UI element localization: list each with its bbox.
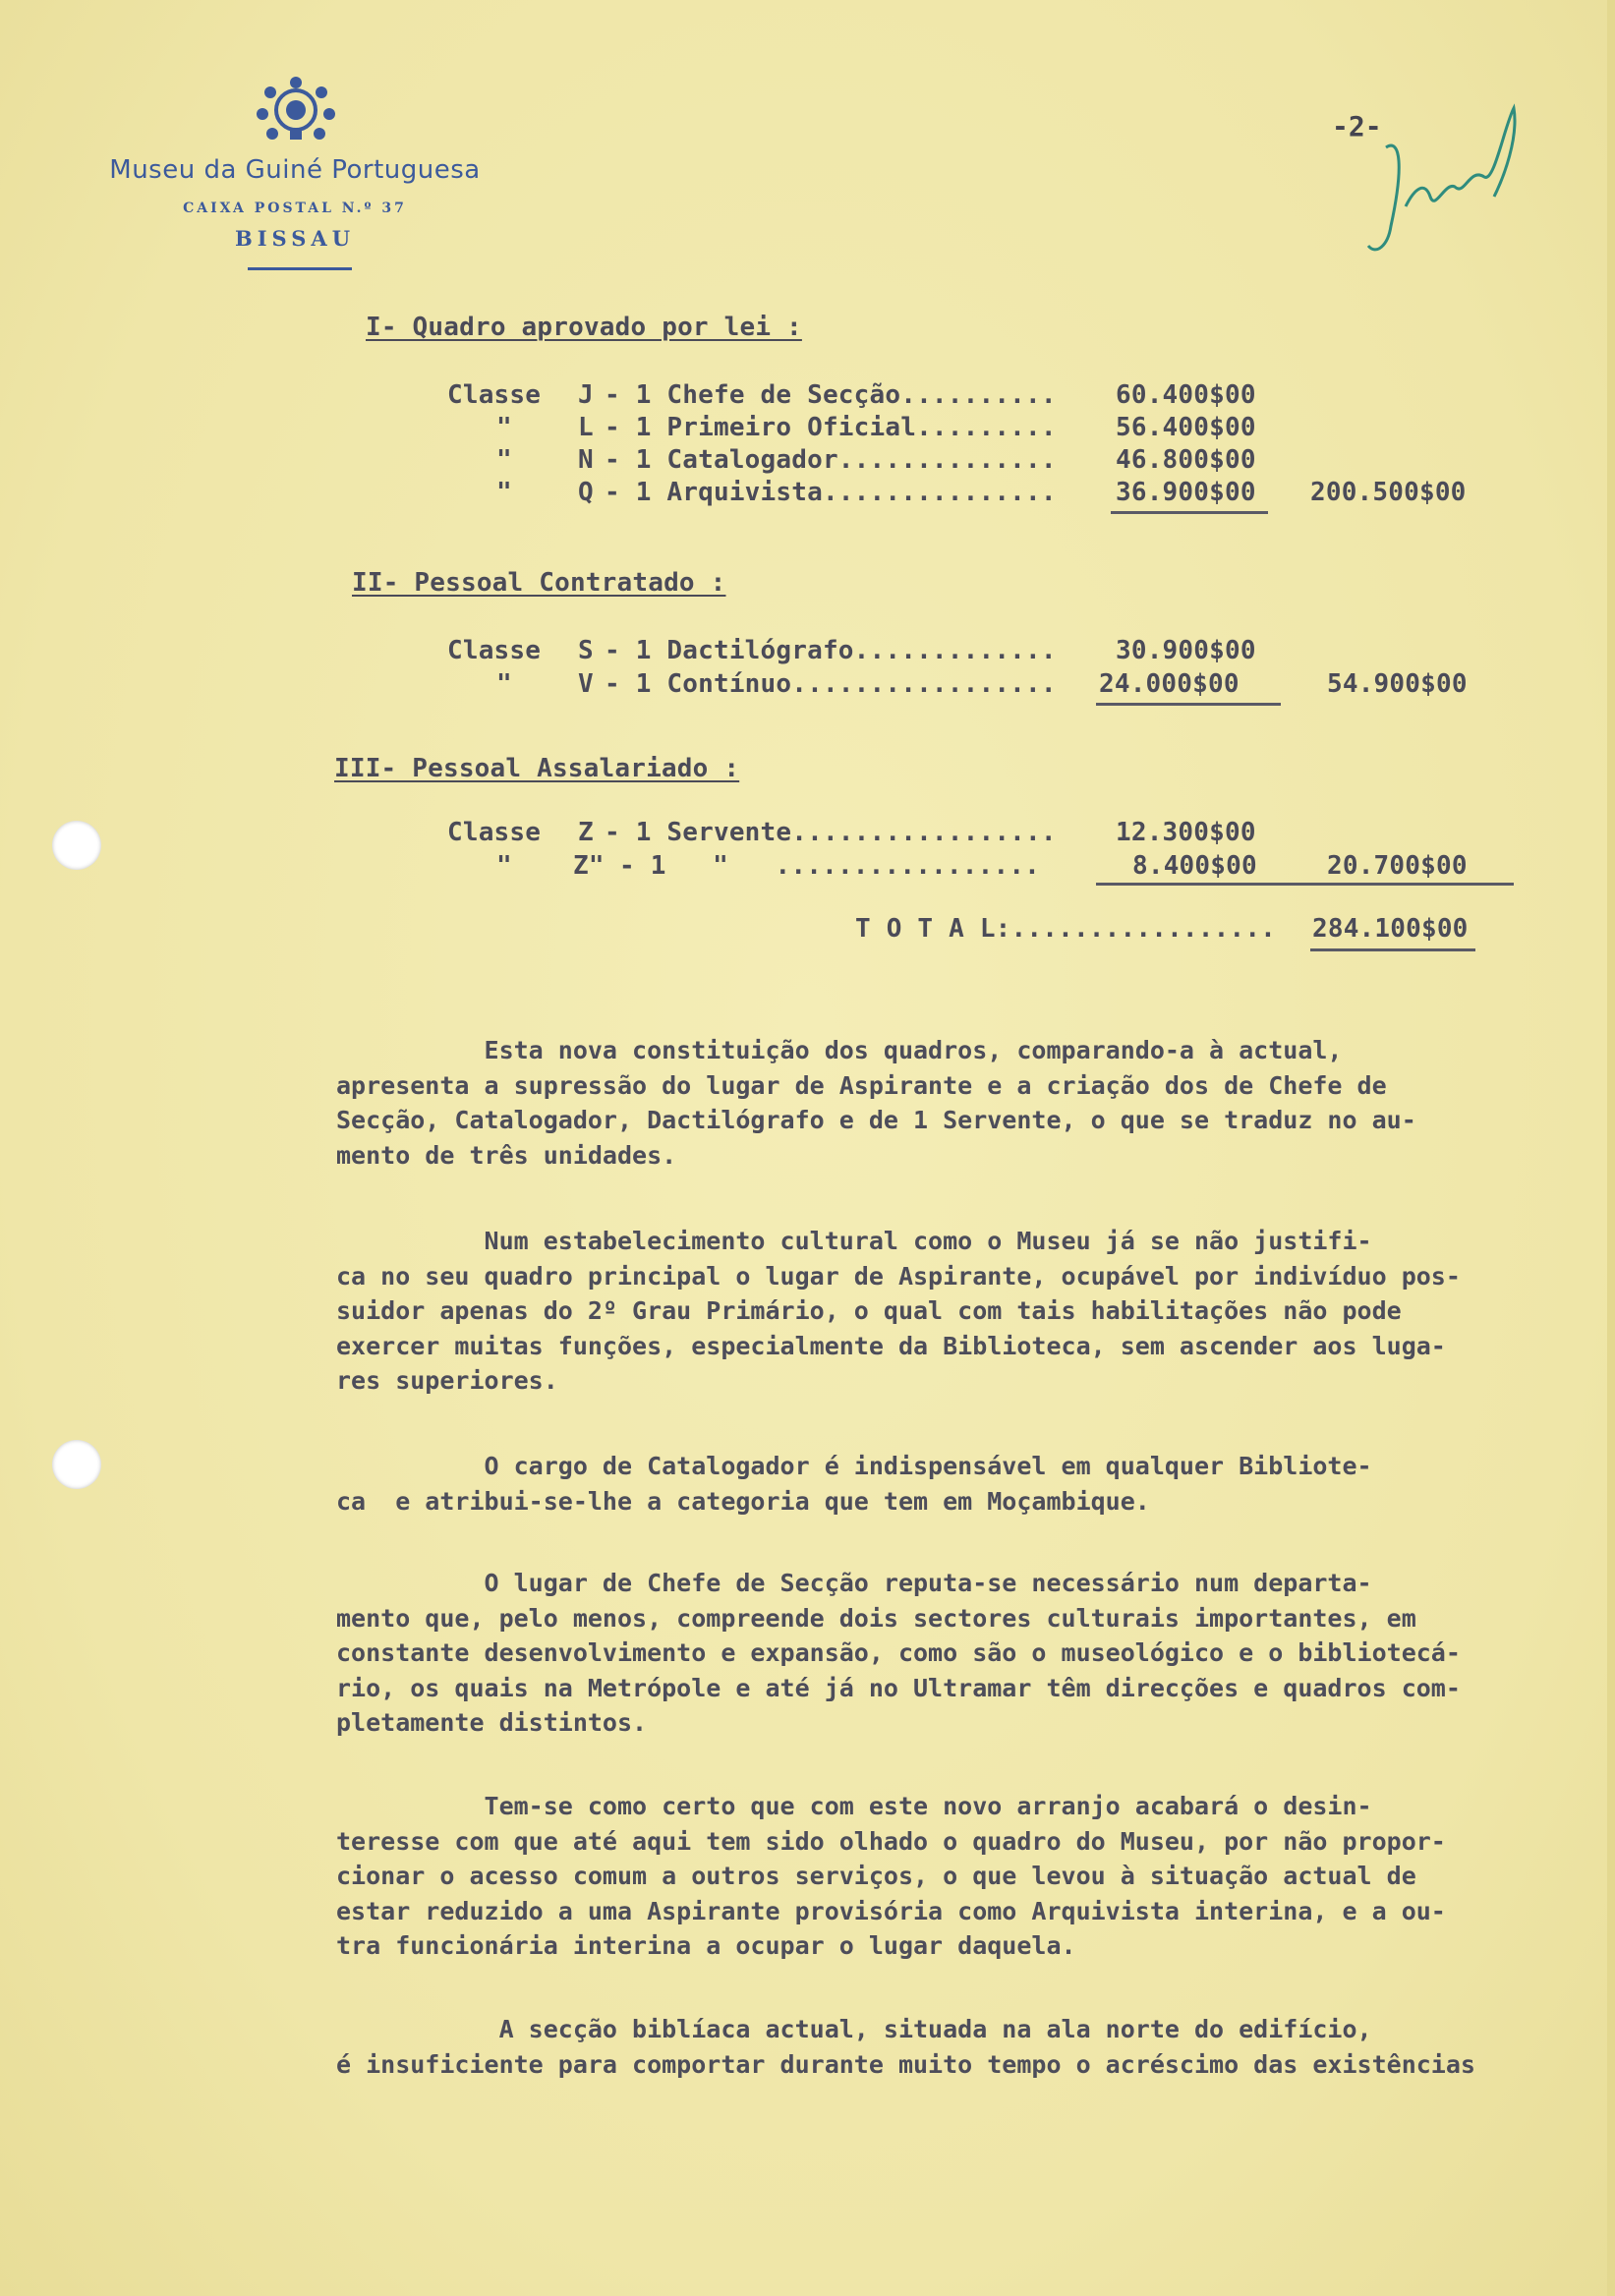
row-desc: - 1 Chefe de Secção.......... [605, 380, 1057, 410]
row-letter: Z" [573, 851, 605, 881]
row-value: 24.000$00 [1099, 669, 1240, 699]
row-desc: - 1 " ................. [619, 851, 1041, 881]
letterhead-rule [248, 267, 352, 270]
row-desc: - 1 Dactilógrafo............. [605, 636, 1057, 665]
row-letter: L [578, 413, 594, 442]
row-value: 36.900$00 [1116, 478, 1256, 507]
subtotal: 20.700$00 [1327, 851, 1468, 881]
row-desc: - 1 Catalogador.............. [605, 445, 1057, 475]
subtotal: 54.900$00 [1327, 669, 1468, 699]
row-letter: J [578, 380, 594, 410]
row-classe: Classe [447, 636, 542, 665]
row-desc: - 1 Arquivista............... [605, 478, 1057, 507]
paper-edge [1607, 0, 1615, 2296]
subtotal: 200.500$00 [1310, 478, 1467, 507]
row-value: 46.800$00 [1116, 445, 1256, 475]
row-desc: - 1 Contínuo................. [605, 669, 1057, 699]
grand-total-value: 284.100$00 [1312, 914, 1469, 944]
postal-box: CAIXA POSTAL N.º 37 [183, 201, 407, 216]
underline-rule [1310, 948, 1475, 951]
row-desc: - 1 Primeiro Oficial......... [605, 413, 1057, 442]
row-classe: " [496, 413, 512, 442]
coat-of-arms-icon [251, 77, 341, 142]
row-classe: " [496, 669, 512, 699]
row-classe: Classe [447, 818, 542, 847]
body-paragraph: O cargo de Catalogador é indispensável em qualquer Bibliote- ca e atribui-se-lhe a categoria que tem em Moçambique. [336, 1452, 1372, 1516]
row-desc: - 1 Servente................. [605, 818, 1057, 847]
body-paragraph: Num estabelecimento cultural como o Museu já se não justifi- ca no seu quadro principal o lugar de Aspirante, ocupável por indivíduo pos- suidor apenas do 2º Grau Primário, o qual com tais habilitações não pode exercer muitas funções, especialmente da Biblioteca, sem ascender aos luga- res superiores. [336, 1227, 1461, 1395]
underline-rule [1096, 703, 1281, 706]
body-paragraph: O lugar de Chefe de Secção reputa-se necessário num departa- mento que, pelo menos, compreende dois sectores culturais importantes, em constante desenvolvimento e expansão, como são o museológico e o bibliotecá- rio, os quais na Metrópole e até já no Ultramar têm direcções e quadros com- pletamente distintos. [336, 1569, 1461, 1737]
section-heading: III- Pessoal Assalariado : [334, 754, 740, 783]
row-letter: Z [578, 818, 594, 847]
punch-hole-icon [52, 821, 101, 870]
section-heading: I- Quadro aprovado por lei : [366, 313, 802, 342]
museum-name: Museu da Guiné Portuguesa [109, 155, 481, 185]
punch-hole-icon [52, 1440, 101, 1489]
row-value: 12.300$00 [1116, 818, 1256, 847]
row-classe: Classe [447, 380, 542, 410]
body-paragraph: Tem-se como certo que com este novo arranjo acabará o desin- teresse com que até aqui tem sido olhado o quadro do Museu, por não propor- cionar o acesso comum a outros serviços, o que levou à situação actual de estar reduzido a uma Aspirante provisória como Arquivista interina, e a ou- tra funcionária interina a ocupar o lugar daquela. [336, 1792, 1446, 1960]
row-value: 8.400$00 [1132, 851, 1257, 881]
row-value: 56.400$00 [1116, 413, 1256, 442]
row-classe: " [496, 851, 512, 881]
section-heading: II- Pessoal Contratado : [352, 568, 726, 598]
body-paragraph: A secção biblíaca actual, situada na ala norte do edifício, é insuficiente para comportar durante muito tempo o acréscimo das existências [336, 2015, 1475, 2079]
row-classe: " [496, 478, 512, 507]
body-paragraph: Esta nova constituição dos quadros, comparando-a à actual, apresenta a supressão do lugar de Aspirante e a criação dos de Chefe de Secção, Catalogador, Dactilógrafo e de 1 Servente, o que se traduz no au- mento de três unidades. [336, 1036, 1416, 1170]
city-name: BISSAU [234, 226, 356, 251]
row-value: 30.900$00 [1116, 636, 1256, 665]
row-value: 60.400$00 [1116, 380, 1256, 410]
page-number: -2- [1332, 110, 1382, 143]
row-letter: N [578, 445, 594, 475]
row-letter: S [578, 636, 594, 665]
row-letter: Q [578, 478, 594, 507]
signature-mark [1347, 88, 1543, 265]
grand-total-label: T O T A L:................. [855, 914, 1277, 944]
underline-rule [1111, 511, 1268, 514]
underline-rule [1096, 883, 1514, 886]
row-letter: V [578, 669, 594, 699]
row-classe: " [496, 445, 512, 475]
